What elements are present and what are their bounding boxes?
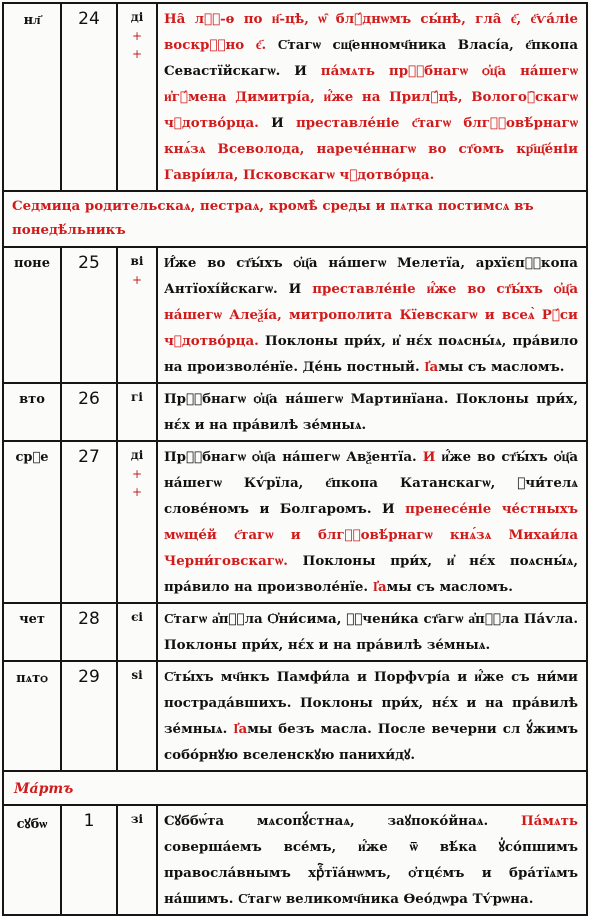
rubric-text: І҆а <box>372 579 387 595</box>
date-number-cell: 24 <box>61 3 117 191</box>
church-date-label: ді <box>130 10 144 24</box>
liturgical-calendar-page <box>2 2 588 907</box>
church-date-label: ді <box>130 448 144 462</box>
body-text: После вечерни сл ꙋ́жимъ собо́рнꙋю вселенскꙋю панихи́дꙋ. <box>164 721 578 763</box>
date-number-cell: 1 <box>61 805 117 915</box>
body-text: Поклоны при́х, нέх и на пра́вилѣ зе́мныѧ. <box>164 637 491 653</box>
table-row <box>3 771 587 805</box>
feast-mark-cell <box>117 3 157 191</box>
weekday-cell: сꙋбѡ <box>3 805 61 915</box>
rubric-text: І҆а <box>419 359 439 375</box>
body-text: и҆́же во ст҃ы́хъ ѻ҆ц҃а на́шегѡ Кѵ́рїла, є҃пкопа Катанскагѡ, ꙋчи́телѧ слове́номъ и Болгаромъ. И <box>164 449 578 517</box>
rubric-text: И <box>422 449 436 465</box>
body-text: Поклоны при́х, и҆ нέх поѧсны́ѧ, пра́вило на произволе́нїе. <box>164 553 578 595</box>
date-number-cell: 25 <box>61 247 117 383</box>
rubric-text: пренесе́ніе че́стныхъ мѡще́й с҃тагѡ и блгⷭ҇овѣ́рнагѡ кнѧ́зѧ Михаи́ла Черни́говскагѡ. <box>164 501 578 569</box>
rubric-text: На̑ лⷶ҇-ѳ по н҃-цѣ, ѡ̑ блꙋ́днѡмъ сы́нѣ, гла̑ є҃, є҃ѵа́ліе воскрⷭ҇но є҃. <box>164 11 578 53</box>
rubric-text: преставле́ніе и҆́же во ст҃ы́хъ ѻ҆ц҃а на́шегѡ Алеѯі́а, митрополита Кїевскагѡ и всеѧ̀ Рꙋ́си чꙋдотво́рца. <box>164 281 579 349</box>
rubric-text: преставле́ніе с҃тагѡ блгⷭ҇овѣ́рнагѡ кнѧ́зѧ Всеволода, нарече́ннагѡ во ст҃омъ кр҃щ҃е́ніи Гаврі́ила, Псковскагѡ чꙋдотво́рца. <box>164 115 578 183</box>
table-row <box>3 603 587 661</box>
week-heading: Седмица родительскаѧ, пестраѧ, кромѣ̀ среды и пѧтка постимсѧ въ понедѣ́льникъ <box>3 191 587 247</box>
body-text: И <box>258 115 296 131</box>
table-row <box>3 191 587 247</box>
church-date-label: ѕі <box>131 668 143 682</box>
rubric-text: па́мѧть прⷭ҇бнагѡ ѻ҆ц҃а на́шегѡ и҆гꙋ́мена Димитрі́а, и҆́же на Прилꙋ́цѣ, Вологоꙋ̑скагѡ чꙋдотво́рца. <box>164 63 578 131</box>
body-text: мы съ масломъ. <box>386 579 513 595</box>
date-number-cell: 26 <box>61 383 117 441</box>
weekday-cell: пѧтѻ <box>3 661 61 771</box>
body-text: С҃ты́хъ мч҃нкъ Памфи́ла и Порфѵрі́а и и҆́же съ ни́ми пострада́вшихъ. <box>164 669 578 711</box>
body-text: мы съ масломъ. <box>438 359 565 375</box>
rubric-text: І҆а <box>233 721 248 737</box>
feast-mark-cell <box>117 805 157 915</box>
body-text: мы безъ масла. <box>247 721 378 737</box>
body-text: Поклоны при́х, нέх и на пра́вилѣ зе́мныѧ. <box>164 391 578 433</box>
body-text: Поклоны при́х, и҆ нέх поѧсны́ѧ, пра́вило на произволе́нїе. <box>164 333 578 375</box>
body-text: соверша́емъ все́мъ, и҆́же ѿ вѣ́ка ꙋ҆со́пшимъ правосла́внымъ хрⷭ҇тїа́нѡмъ, ѻ҆тцє́мъ и бра́тїѧмъ на́шимъ. <box>164 839 578 907</box>
church-date-label: ві <box>130 254 144 268</box>
date-number-cell: 29 <box>61 661 117 771</box>
table-row <box>3 383 587 441</box>
table-row <box>3 661 587 771</box>
body-text: Де́нь постный. <box>302 359 420 375</box>
feast-mark-cell <box>117 603 157 661</box>
commemoration-text-cell <box>157 603 587 661</box>
table-row <box>3 3 587 191</box>
calendar-table <box>2 2 588 916</box>
church-date-label: зі <box>130 812 144 826</box>
body-text: Поклоны при́х, нέх и на пра́вилѣ зе́мныѧ. <box>164 695 578 737</box>
feast-rank-cross-icon: + <box>131 272 143 287</box>
body-text: И҆́же во ст҃ы́хъ ѻ҆ц҃а на́шегѡ Мелетїа, архїєпⷭ҇копа Антїохі́йскагѡ. И <box>164 255 578 297</box>
date-number-cell: 27 <box>61 441 117 603</box>
body-text: Прⷭ҇бнагѡ ѻ҆ц҃а на́шегѡ Мартинїана. <box>164 391 456 407</box>
body-text: С҃тагѡ сщ҃енномч҃ника Власі́а, є҃пкопа Севастїйскагѡ. И <box>164 37 579 79</box>
weekday-cell: срⷣе <box>3 441 61 603</box>
commemoration-text-cell <box>157 441 587 603</box>
date-number-cell: 28 <box>61 603 117 661</box>
feast-mark-cell <box>117 441 157 603</box>
commemoration-text-cell <box>157 383 587 441</box>
church-date-label: єі <box>131 610 143 624</box>
commemoration-text-cell <box>157 247 587 383</box>
feast-rank-cross-icon: + <box>131 28 143 43</box>
feast-mark-cell <box>117 247 157 383</box>
commemoration-text-cell <box>157 3 587 191</box>
body-text: С҃тагѡ а҆пⷭ҇ла Ѻ҆ни́сима, ꙋ҆чени́ка ст҃агѡ а҆пⷭ҇ла Па́ѵла. <box>164 611 578 627</box>
commemoration-text-cell <box>157 661 587 771</box>
rubric-text: Па́мѧть <box>520 813 578 829</box>
feast-rank-cross-icon: + <box>131 47 143 62</box>
feast-mark-cell <box>117 661 157 771</box>
feast-rank-cross-icon: + <box>131 466 143 481</box>
feast-mark-cell <box>117 383 157 441</box>
body-text: Сꙋббѡ́та мѧсопꙋ́стнаѧ, заꙋпоко́йнаѧ. <box>164 813 521 829</box>
feast-rank-cross-icon: + <box>131 485 143 500</box>
month-heading: Ма́ртъ <box>3 771 587 805</box>
body-text: Прⷭ҇бнагѡ ѻ҆ц҃а на́шегѡ Авѯентїа. <box>164 449 423 465</box>
weekday-cell: вто <box>3 383 61 441</box>
weekday-cell: чет <box>3 603 61 661</box>
weekday-cell: нл҃ <box>3 3 61 191</box>
body-text: С҃тагѡ великомч҃ника Ѳео́дѡра Тѵ́рѡна. <box>238 891 534 907</box>
table-row <box>3 441 587 603</box>
church-date-label: гі <box>131 390 143 404</box>
table-row <box>3 805 587 915</box>
table-row <box>3 247 587 383</box>
commemoration-text-cell <box>157 805 587 915</box>
weekday-cell: поне <box>3 247 61 383</box>
